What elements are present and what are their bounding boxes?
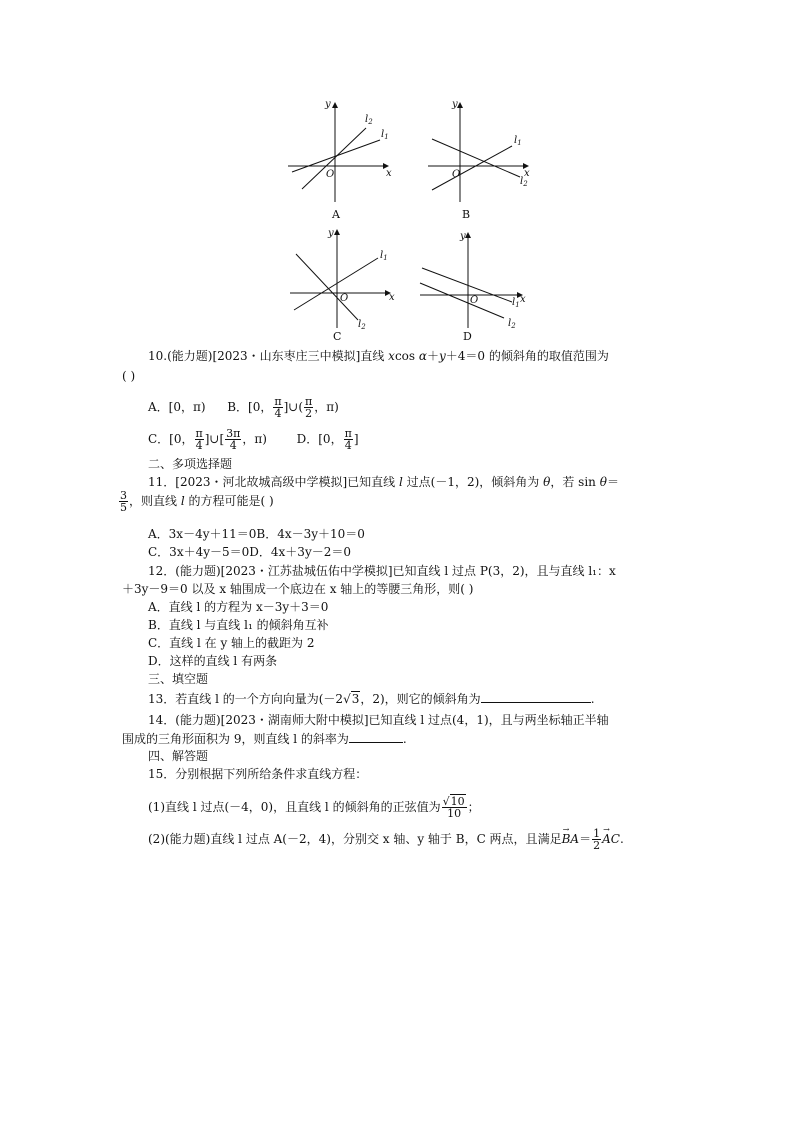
q11-option-c: C．3x＋4y－5＝0 [148,545,250,559]
q11-options-cd [148,544,351,560]
q10-answer-paren: ( ) [122,369,136,383]
graph-d-origin: O [470,295,479,306]
graph-a-l1-label: $l_1$ [381,129,389,141]
graphs-figure [0,0,794,345]
section-heading-multiple-choice: 二、多项选择题 [148,457,233,471]
graph-d-y-label: y [460,231,466,242]
q10-option-a: A．[0，π) [148,400,206,414]
graph-b-l2-label: $l_2$ [520,176,528,188]
graph-a-x-label: x [386,168,392,179]
q11-option-b: B．4x－3y＋10＝0 [256,527,365,541]
graph-b-x-label: x [524,168,530,179]
q13-stem: 13．若直线 l 的一个方向向量为(－2√3，2)，则它的倾斜角为 . [148,692,595,706]
q11-stem-line2: $\frac{3}{5}$ ，则直线 l 的方程可能是( ) [120,489,274,514]
graph-a-caption: A [332,208,340,221]
graph-c-l2-label: $l_2$ [358,319,366,331]
q10-option-c: C．[0， $\frac{\pi}{4}$ ]∪[ $\frac{3\pi}{4}$ ，π) [148,427,267,452]
graph-c [290,230,390,328]
q12-option-b: B．直线 l 与直线 l₁ 的倾斜角互补 [148,618,329,632]
q12-stem: 12．(能力题)[2023・江苏盐城伍佑中学模拟]已知直线 l 过点 P(3，2)，且与直线 l₁：x [148,564,616,578]
q11-option-d: D．4x＋3y－2＝0 [249,545,351,559]
graph-d-caption: D [463,330,472,343]
q14-stem: 14．(能力题)[2023・湖南师大附中模拟]已知直线 l 过点(4，1)，且与两坐标轴正半轴 [148,713,609,727]
q12-option-c: C．直线 l 在 y 轴上的截距为 2 [148,636,315,650]
graph-d-l2-label: $l_2$ [508,318,516,330]
graph-c-x-label: x [389,292,395,303]
q11-options-ab [148,526,365,542]
q14-answer-blank[interactable] [349,730,403,743]
graph-b-y-label: y [452,99,458,110]
graph-d-x-label: x [520,294,526,305]
q12-option-a: A．直线 l 的方程为 x－3y＋3＝0 [148,600,329,614]
graph-b-line-l2 [432,139,520,177]
graph-d-l1-label: $l_1$ [512,297,520,309]
graph-b-caption: B [462,208,471,221]
q10-option-d: D．[0， $\frac{\pi}{4}$ ] [296,427,359,452]
q12-option-d: D．这样的直线 l 有两条 [148,654,278,668]
q11-option-a: A．3x－4y＋11＝0 [148,527,257,541]
graph-a [288,103,388,202]
graph-a-origin: O [326,169,335,180]
q11-stem: 11．[2023・河北故城高级中学模拟]已知直线 l 过点(－1，2)，倾斜角为 θ，若 sin θ＝ [148,475,619,489]
q15-intro: 15．分别根据下列所给条件求直线方程： [148,767,368,781]
graph-c-origin: O [340,293,349,304]
q15-part1: (1)直线 l 过点(－4，0)，且直线 l 的倾斜角的正弦值为 $\frac{√10}{10}$ ； [148,795,480,820]
q10-options-ab [148,396,339,419]
section-heading-solution: 四、解答题 [148,749,209,763]
graph-a-l2-label: $l_2$ [365,114,373,126]
graph-c-y-label: y [328,228,334,239]
q15-part2: (2)(能力题)直线 l 过点 A(－2，4)，分别交 x 轴、y 轴于 B，C 两点，且满足→ BA＝ $\frac{1}{2}$ → AC. [148,828,624,851]
q10-option-b: B．[0， $\frac{\pi}{4}$ ]∪( $\frac{\pi}{2}$ ，π) [227,395,339,420]
graph-d [420,233,522,328]
graph-b [428,103,528,202]
graph-d-line-l1 [422,268,512,302]
q12-stem-line2: ＋3y－9＝0 以及 x 轴围成一个底边在 x 轴上的等腰三角形，则( ) [122,582,474,596]
graph-a-y-label: y [325,99,331,110]
graph-b-origin: O [452,169,461,180]
section-heading-fill-blank: 三、填空题 [148,672,209,686]
graph-c-line-l2 [296,254,358,320]
graph-c-caption: C [333,330,342,343]
q10-options-cd [148,428,359,451]
graph-c-l1-label: $l_1$ [380,250,388,262]
graph-d-line-l2 [420,283,504,318]
q14-stem-line2: 围成的三角形面积为 9，则直线 l 的斜率为 . [122,732,407,746]
q10-stem: 10.(能力题)[2023・山东枣庄三中模拟]直线 xcos α＋y＋4＝0 的倾斜角的取值范围为 [148,349,609,363]
q13-answer-blank[interactable] [481,690,591,703]
graph-b-l1-label: $l_1$ [514,135,522,147]
